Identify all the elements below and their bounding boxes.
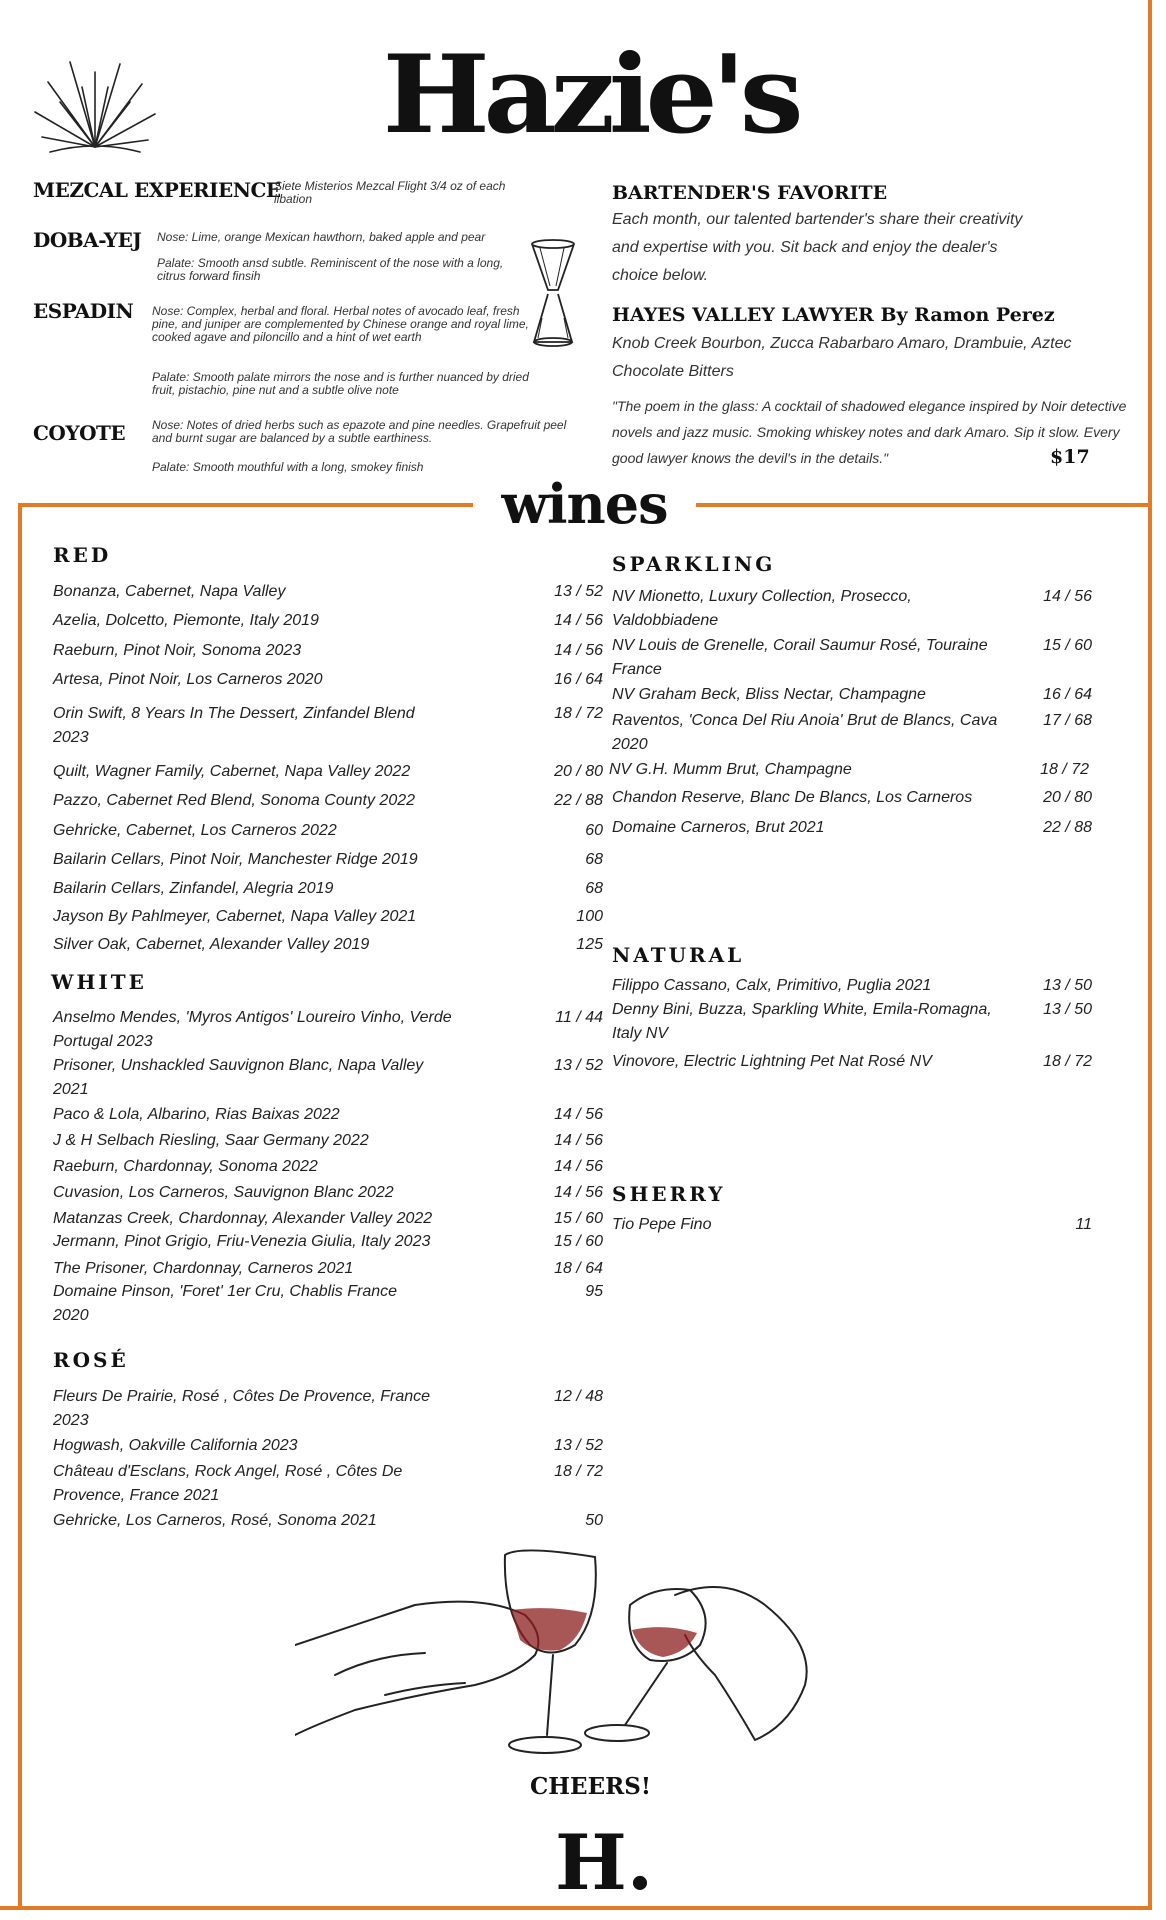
- wine-name: Domaine Pinson, 'Foret' 1er Cru, Chablis France 2020: [53, 1283, 398, 1324]
- wine-price: 15 / 60: [1043, 637, 1092, 654]
- rose-heading: ROSÉ: [53, 1348, 129, 1372]
- wine-name: Château d'Esclans, Rock Angel, Rosé , Côtes De Provence, France 2021: [53, 1463, 403, 1504]
- wine-price: 18 / 64: [554, 1260, 603, 1277]
- wine-price: 14 / 56: [554, 1158, 603, 1175]
- mezcal-nose: Nose: Complex, herbal and floral. Herbal notes of avocado leaf, fresh pine, and juniper are complemented by Chinese orange and royal lime, cooked agave and piloncillo and a hint of wet earth: [152, 304, 529, 344]
- mezcal-name: DOBA-YEJ: [33, 228, 142, 252]
- wine-price: 14 / 56: [1043, 588, 1092, 605]
- cocktail-ingredients: Knob Creek Bourbon, Zucca Rabarbaro Amaro, Drambuie, Aztec Chocolate Bitters: [612, 335, 1072, 380]
- wine-name: Jermann, Pinot Grigio, Friu-Venezia Giulia, Italy 2023: [53, 1233, 431, 1250]
- wine-name: Pazzo, Cabernet Red Blend, Sonoma County 2022: [53, 792, 416, 809]
- wine-price: 17 / 68: [1043, 712, 1092, 729]
- wine-price: 11: [1075, 1216, 1092, 1233]
- wine-name: Matanzas Creek, Chardonnay, Alexander Valley 2022: [53, 1210, 433, 1227]
- wine-price: 11 / 44: [555, 1009, 603, 1026]
- wine-name: NV Graham Beck, Bliss Nectar, Champagne: [612, 686, 926, 703]
- wine-name: Domaine Carneros, Brut 2021: [612, 819, 825, 836]
- mezcal-palate: Palate: Smooth palate mirrors the nose and is further nuanced by dried fruit, pistachio, pine nut and a subtle olive note: [152, 370, 529, 397]
- wine-name: Filippo Cassano, Calx, Primitivo, Puglia 2021: [612, 977, 932, 994]
- cocktail-quote: "The poem in the glass: A cocktail of shadowed elegance inspired by Noir detective novels and jazz music. Smoking whiskey notes and dark Amaro. Sip it slow. Every good lawyer knows the devil's in the details.": [612, 398, 1127, 466]
- natural-heading: NATURAL: [612, 943, 745, 967]
- wine-name: Quilt, Wagner Family, Cabernet, Napa Valley 2022: [53, 763, 411, 780]
- wine-price: 13 / 52: [554, 1437, 603, 1454]
- wine-name: Bailarin Cellars, Zinfandel, Alegria 2019: [53, 880, 334, 897]
- wine-name: Gehricke, Los Carneros, Rosé, Sonoma 2021: [53, 1512, 377, 1529]
- wine-name: Bailarin Cellars, Pinot Noir, Manchester Ridge 2019: [53, 851, 418, 868]
- wine-name: Chandon Reserve, Blanc De Blancs, Los Carneros: [612, 789, 973, 806]
- wine-name: Vinovore, Electric Lightning Pet Nat Rosé NV: [612, 1053, 932, 1070]
- wine-price: 13 / 52: [554, 583, 603, 600]
- wine-price: 60: [585, 822, 603, 839]
- bartender-heading: BARTENDER'S FAVORITE: [612, 182, 888, 204]
- wine-name: Paco & Lola, Albarino, Rias Baixas 2022: [53, 1106, 340, 1123]
- wine-price: 125: [576, 936, 603, 953]
- wine-price: 13 / 50: [1043, 977, 1092, 994]
- wine-name: NV Mionetto, Luxury Collection, Prosecco, Valdobbiadene: [612, 588, 912, 629]
- wine-price: 14 / 56: [554, 1132, 603, 1149]
- restaurant-title: Hazie's: [382, 32, 798, 158]
- wine-price: 15 / 60: [554, 1233, 603, 1250]
- wine-price: 22 / 88: [554, 792, 603, 809]
- cocktail-price: $17: [1050, 446, 1090, 468]
- sherry-heading: SHERRY: [612, 1182, 726, 1206]
- wine-price: 14 / 56: [554, 612, 603, 629]
- wine-price: 20 / 80: [1043, 789, 1092, 806]
- toasting-hands-illustration-icon: [295, 1535, 895, 1765]
- red-heading: RED: [53, 543, 112, 567]
- wine-price: 18 / 72: [554, 705, 603, 722]
- wine-name: Raeburn, Chardonnay, Sonoma 2022: [53, 1158, 318, 1175]
- wine-price: 13 / 52: [554, 1057, 603, 1074]
- wine-price: 14 / 56: [554, 642, 603, 659]
- mezcal-nose: Nose: Notes of dried herbs such as epazote and pine needles. Grapefruit peel and burnt sugar are balanced by a subtle earthiness.: [152, 418, 567, 445]
- agave-illustration-icon: [30, 52, 160, 162]
- wines-title: wines: [501, 472, 668, 536]
- wine-price: 95: [585, 1283, 603, 1300]
- mezcal-subtitle: Siete Misterios Mezcal Flight 3/4 oz of each libation: [274, 179, 506, 206]
- wine-name: Orin Swift, 8 Years In The Dessert, Zinfandel Blend 2023: [53, 705, 415, 746]
- mezcal-name: COYOTE: [33, 421, 126, 445]
- wine-name: Denny Bini, Buzza, Sparkling White, Emila-Romagna, Italy NV: [612, 1001, 992, 1042]
- bartender-description: Each month, our talented bartender's share their creativity and expertise with you. Sit back and enjoy the dealer's choice below.: [612, 211, 1023, 284]
- wine-price: 14 / 56: [554, 1184, 603, 1201]
- wine-name: Jayson By Pahlmeyer, Cabernet, Napa Valley 2021: [53, 908, 417, 925]
- wine-price: 18 / 72: [1043, 1053, 1092, 1070]
- wine-name: Silver Oak, Cabernet, Alexander Valley 2019: [53, 936, 370, 953]
- wine-name: Artesa, Pinot Noir, Los Carneros 2020: [53, 671, 323, 688]
- wine-price: 15 / 60: [554, 1210, 603, 1227]
- wine-name: Tio Pepe Fino: [612, 1216, 712, 1233]
- wine-name: Bonanza, Cabernet, Napa Valley: [53, 583, 286, 600]
- wine-price: 68: [585, 880, 603, 897]
- wine-price: 18 / 72: [1040, 761, 1089, 778]
- wines-divider-right: [696, 503, 1152, 507]
- wines-divider-left: [18, 503, 473, 507]
- sparkling-heading: SPARKLING: [612, 552, 776, 576]
- mezcal-name: ESPADIN: [33, 299, 134, 323]
- wine-price: 50: [585, 1512, 603, 1529]
- wine-price: 20 / 80: [554, 763, 603, 780]
- wine-name: Fleurs De Prairie, Rosé , Côtes De Provence, France 2023: [53, 1388, 431, 1429]
- wine-name: NV G.H. Mumm Brut, Champagne: [609, 761, 852, 778]
- wine-name: Anselmo Mendes, 'Myros Antigos' Loureiro Vinho, Verde Portugal 2023: [53, 1009, 452, 1050]
- wine-price: 13 / 50: [1043, 1001, 1092, 1018]
- wine-name: J & H Selbach Riesling, Saar Germany 2022: [53, 1132, 369, 1149]
- white-heading: WHITE: [51, 970, 147, 994]
- wine-name: Cuvasion, Los Carneros, Sauvignon Blanc 2022: [53, 1184, 394, 1201]
- mezcal-nose: Nose: Lime, orange Mexican hawthorn, baked apple and pear: [157, 230, 486, 244]
- wine-price: 22 / 88: [1043, 819, 1092, 836]
- mezcal-palate: Palate: Smooth ansd subtle. Reminiscent of the nose with a long, citrus forward finsih: [157, 256, 504, 283]
- cheers-text: CHEERS!: [530, 1773, 651, 1800]
- wine-name: Raventos, 'Conca Del Riu Anoia' Brut de Blancs, Cava 2020: [612, 712, 998, 753]
- wine-name: Prisoner, Unshackled Sauvignon Blanc, Napa Valley 2021: [53, 1057, 424, 1098]
- wine-name: Hogwash, Oakville California 2023: [53, 1437, 298, 1454]
- wine-name: Azelia, Dolcetto, Piemonte, Italy 2019: [53, 612, 319, 629]
- cocktail-name: HAYES VALLEY LAWYER By Ramon Perez: [612, 304, 1055, 326]
- wine-name: The Prisoner, Chardonnay, Carneros 2021: [53, 1260, 354, 1277]
- footer-logo: H.: [555, 1818, 654, 1907]
- wine-name: Gehricke, Cabernet, Los Carneros 2022: [53, 822, 337, 839]
- wine-price: 16 / 64: [554, 671, 603, 688]
- wine-name: NV Louis de Grenelle, Corail Saumur Rosé, Touraine France: [612, 637, 988, 678]
- mezcal-palate: Palate: Smooth mouthful with a long, smokey finish: [152, 460, 424, 474]
- wine-price: 12 / 48: [554, 1388, 603, 1405]
- wine-price: 16 / 64: [1043, 686, 1092, 703]
- wine-price: 18 / 72: [554, 1463, 603, 1480]
- wine-price: 68: [585, 851, 603, 868]
- wine-price: 100: [576, 908, 603, 925]
- wine-price: 14 / 56: [554, 1106, 603, 1123]
- menu-border-left: [18, 503, 22, 1910]
- jigger-illustration-icon: [528, 238, 578, 348]
- mezcal-heading: MEZCAL EXPERIENCE: [33, 178, 281, 202]
- wine-name: Raeburn, Pinot Noir, Sonoma 2023: [53, 642, 302, 659]
